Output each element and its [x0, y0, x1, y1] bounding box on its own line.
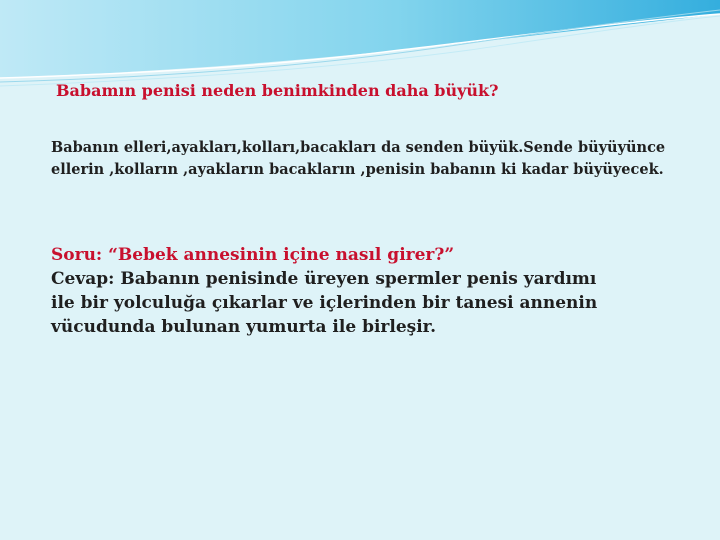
paragraph-line: ellerin ,kolların ,ayakların bacakların ,penisin babanın ki kadar büyüyecek. [51, 161, 664, 178]
header-wave-fill [0, 0, 720, 78]
paragraph-line: Babanın elleri,ayakları,kolları,bacakları da senden büyük.Sende büyüyünce [51, 139, 666, 156]
answer-line: ile bir yolculuğa çıkarlar ve içlerinden bir tanesi annenin [51, 293, 598, 313]
explanation-paragraph [51, 137, 711, 181]
answer-line: Cevap: Babanın penisinde üreyen spermler penis yardımı [51, 269, 597, 289]
slide-title: Babamın penisi neden benimkinden daha büyük? [56, 81, 499, 100]
answer-line: vücudunda bulunan yumurta ile birleşir. [51, 317, 436, 337]
header-wave-decoration [0, 0, 720, 90]
question-text: Soru: “Bebek annesinin içine nasıl girer?” [51, 245, 455, 265]
question-answer-block [51, 243, 661, 339]
